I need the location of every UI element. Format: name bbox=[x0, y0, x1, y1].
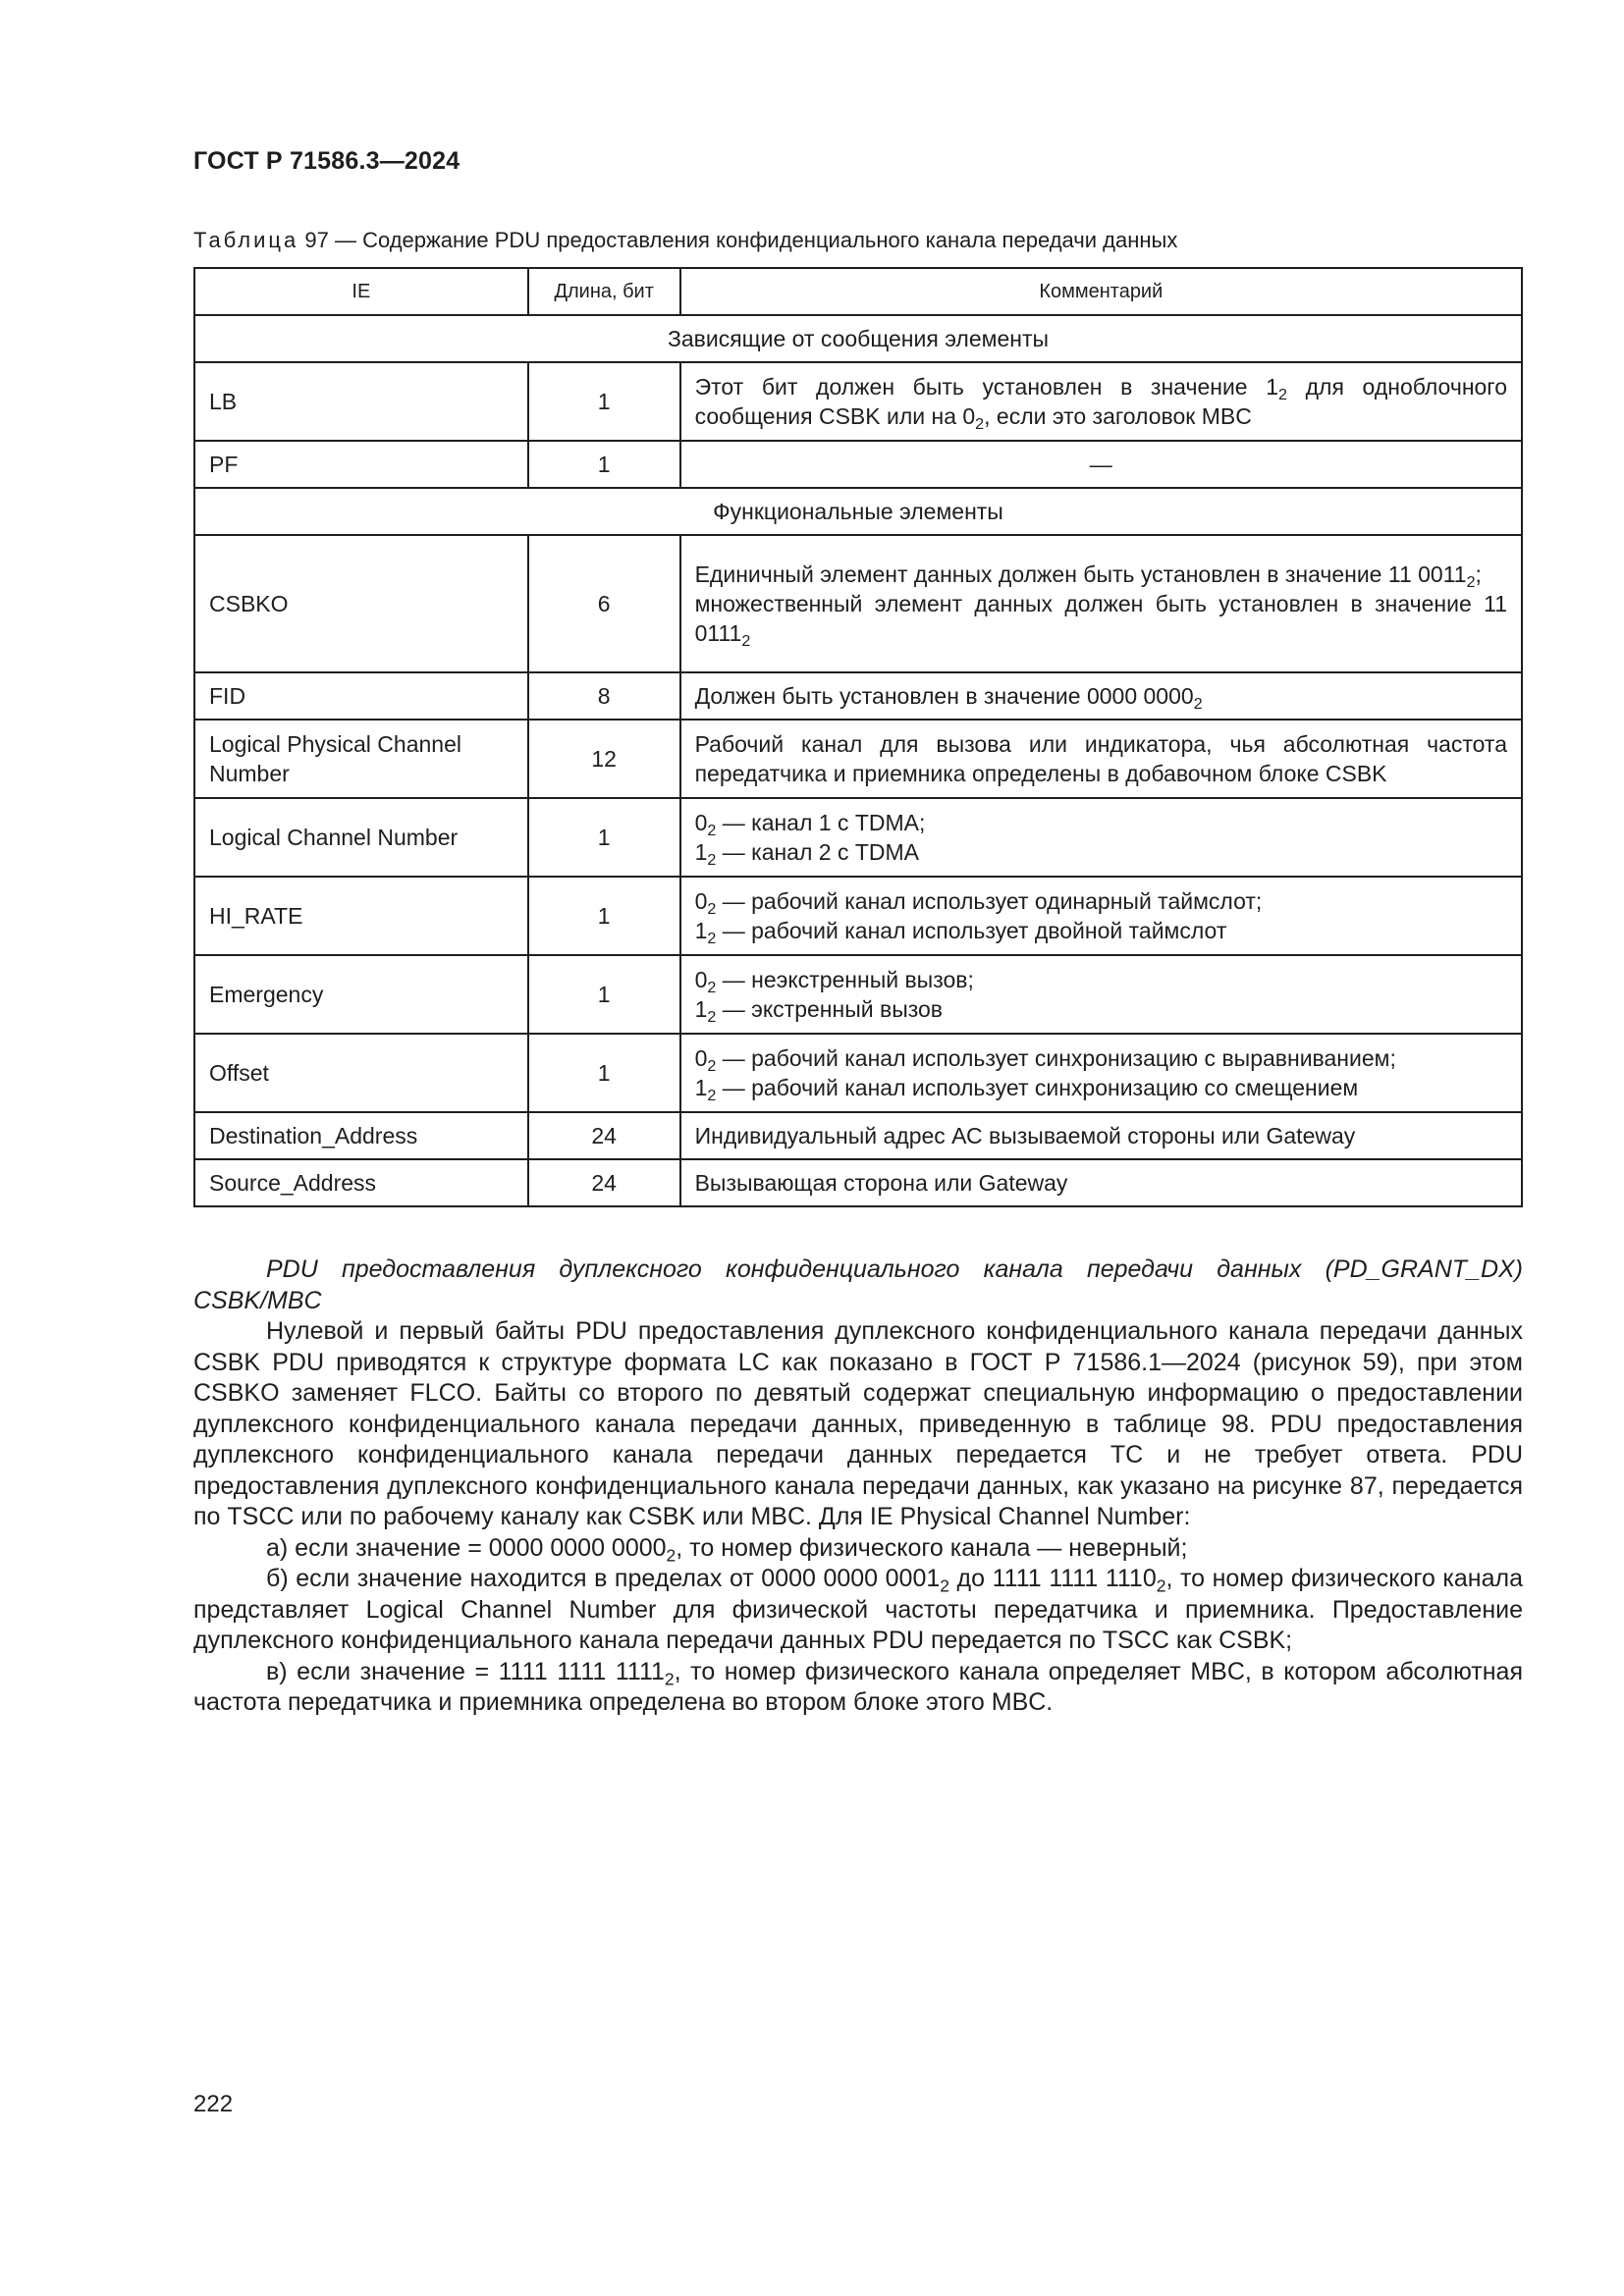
comment-text: — рабочий канал использует одинарный таймслот; bbox=[716, 888, 1263, 914]
cell-comment bbox=[680, 1034, 1522, 1112]
cell-comment bbox=[680, 362, 1522, 441]
subscript: 2 bbox=[940, 1575, 949, 1596]
subscript: 2 bbox=[707, 1087, 717, 1105]
comment-text: Этот бит должен быть установлен в значение 1 bbox=[694, 374, 1279, 400]
subscript: 2 bbox=[664, 1669, 675, 1689]
cell-ie: Emergency bbox=[194, 955, 528, 1034]
page-number: 222 bbox=[193, 2091, 234, 2117]
table-row bbox=[194, 877, 1522, 955]
paragraph-text: в) если значение = 1111 1111 1111 bbox=[266, 1657, 665, 1685]
comment-text: — рабочий канал использует синхронизацию со смещением bbox=[716, 1075, 1359, 1100]
table-row bbox=[194, 441, 1522, 488]
list-item-b bbox=[193, 1564, 1523, 1657]
paragraph-text: до 1111 1111 1110 bbox=[949, 1565, 1157, 1592]
table-row bbox=[194, 798, 1522, 877]
cell-ie: HI_RATE bbox=[194, 877, 528, 955]
column-header-ie: IE bbox=[194, 268, 528, 315]
cell-length: 24 bbox=[528, 1112, 680, 1159]
cell-length: 1 bbox=[528, 877, 680, 955]
comment-text: 1 bbox=[694, 839, 708, 865]
comment-line bbox=[694, 808, 1507, 840]
subscript: 2 bbox=[707, 1008, 717, 1027]
pdu-content-table bbox=[193, 267, 1523, 1207]
subscript: 2 bbox=[1466, 573, 1476, 592]
column-header-length: Длина, бит bbox=[528, 268, 680, 315]
cell-comment bbox=[680, 535, 1522, 672]
comment-text: 0 bbox=[694, 1045, 708, 1071]
column-header-comment: Комментарий bbox=[680, 268, 1522, 315]
subscript: 2 bbox=[707, 1057, 717, 1076]
cell-length: 1 bbox=[528, 955, 680, 1034]
table-caption-label: Таблица bbox=[193, 228, 299, 252]
cell-comment bbox=[680, 672, 1522, 720]
comment-text: 0 bbox=[694, 888, 708, 914]
subscript: 2 bbox=[707, 900, 717, 919]
comment-text: 1 bbox=[694, 918, 708, 943]
cell-length: 12 bbox=[528, 720, 680, 798]
cell-length: 1 bbox=[528, 1034, 680, 1112]
comment-text: Единичный элемент данных должен быть установлен в значение 11 0011 bbox=[694, 561, 1467, 587]
cell-ie: Destination_Address bbox=[194, 1112, 528, 1159]
table-header-row bbox=[194, 268, 1522, 315]
comment-line bbox=[694, 965, 1507, 997]
table-row bbox=[194, 535, 1522, 672]
comment-text: , если это заголовок MBC bbox=[984, 403, 1252, 429]
document-header: ГОСТ Р 71586.3—2024 bbox=[193, 147, 460, 175]
cell-length: 24 bbox=[528, 1159, 680, 1206]
cell-ie: CSBKO bbox=[194, 535, 528, 672]
comment-text: — неэкстренный вызов; bbox=[716, 967, 974, 992]
subscript: 2 bbox=[707, 822, 717, 840]
cell-length: 6 bbox=[528, 535, 680, 672]
table-row bbox=[194, 1112, 1522, 1159]
comment-line bbox=[694, 886, 1507, 919]
table-section-row bbox=[194, 315, 1522, 362]
cell-ie: Logical Physical Channel Number bbox=[194, 720, 528, 798]
comment-text: — рабочий канал использует двойной таймслот bbox=[716, 918, 1227, 943]
cell-length: 1 bbox=[528, 362, 680, 441]
list-item-v bbox=[193, 1657, 1523, 1719]
section-message-dependent: Зависящие от сообщения элементы bbox=[194, 315, 1522, 362]
subscript: 2 bbox=[707, 851, 717, 870]
subscript: 2 bbox=[707, 979, 717, 997]
section-heading: PDU предоставления дуплексного конфиденциального канала передачи данных (PD_GRANT_DX) CSBK/MBC bbox=[193, 1255, 1523, 1314]
paragraph-text: б) если значение находится в пределах от 0000 0000 0001 bbox=[266, 1565, 941, 1592]
comment-line bbox=[694, 916, 1507, 948]
subscript: 2 bbox=[1193, 695, 1203, 714]
subscript: 2 bbox=[975, 415, 985, 434]
comment-line bbox=[694, 1043, 1507, 1076]
comment-line bbox=[694, 837, 1507, 870]
comment-text: 0 bbox=[694, 810, 708, 835]
cell-ie: LB bbox=[194, 362, 528, 441]
comment-text: — экстренный вызов bbox=[716, 996, 944, 1022]
section-functional: Функциональные элементы bbox=[194, 488, 1522, 535]
comment-line bbox=[694, 994, 1507, 1027]
subscript: 2 bbox=[1156, 1575, 1166, 1596]
comment-text: для одноблочного сообщения CSBK или на 0 bbox=[694, 374, 1507, 429]
cell-comment: Индивидуальный адрес АС вызываемой стороны или Gateway bbox=[680, 1112, 1522, 1159]
subscript: 2 bbox=[741, 632, 751, 651]
cell-comment: Рабочий канал для вызова или индикатора, чья абсолютная частота передатчика и приемника определены в добавочном блоке CSBK bbox=[680, 720, 1522, 798]
cell-ie: Offset bbox=[194, 1034, 528, 1112]
table-section-row bbox=[194, 488, 1522, 535]
comment-text: Должен быть установлен в значение 0000 0000 bbox=[694, 683, 1194, 709]
cell-comment bbox=[680, 955, 1522, 1034]
table-row bbox=[194, 672, 1522, 720]
comment-text: — рабочий канал использует синхронизацию с выравниванием; bbox=[716, 1045, 1396, 1071]
cell-comment: Вызывающая сторона или Gateway bbox=[680, 1159, 1522, 1206]
cell-ie: Logical Channel Number bbox=[194, 798, 528, 877]
comment-text: — канал 2 с TDMA bbox=[716, 839, 920, 865]
cell-length: 8 bbox=[528, 672, 680, 720]
paragraph-text: , то номер физического канала представляет Logical Channel Number для физической частоты передатчика и приемника. Предоставление дуплексного конфиденциального канала передачи данных PDU передается по TSCC как CSBK; bbox=[193, 1565, 1523, 1654]
cell-comment bbox=[680, 798, 1522, 877]
comment-line bbox=[694, 1073, 1507, 1105]
cell-comment bbox=[680, 877, 1522, 955]
table-row bbox=[194, 1159, 1522, 1206]
cell-comment: — bbox=[680, 441, 1522, 488]
body-text bbox=[193, 1255, 1523, 1719]
table-row bbox=[194, 1034, 1522, 1112]
paragraph: Нулевой и первый байты PDU предоставления дуплексного конфиденциального канала передачи данных CSBK PDU приводятся к структуре формата LC как показано в ГОСТ Р 71586.1—2024 (рисунок 59), при этом CSBKO заменяет FLCO. Байты со второго по девятый содержат специальную информацию о предоставлении дуплексного конфиденциального канала передачи данных, приведенную в таблице 98. PDU предоставления дуплексного конфиденциального канала передачи данных передается TC и не требует ответа. PDU предоставления дуплексного конфиденциального канала передачи данных, как указано на рисунке 87, передается по TSCC или по рабочему каналу как CSBK или MBC. Для IE Physical Channel Number: bbox=[193, 1317, 1523, 1530]
table-caption-text: 97 — Содержание PDU предоставления конфиденциального канала передачи данных bbox=[298, 228, 1178, 252]
comment-text: — канал 1 с TDMA; bbox=[716, 810, 926, 835]
paragraph-text: а) если значение = 0000 0000 0000 bbox=[266, 1533, 667, 1562]
subscript: 2 bbox=[666, 1545, 677, 1566]
table-caption bbox=[193, 228, 1177, 253]
comment-text: 0 bbox=[694, 967, 708, 992]
paragraph-text: , то номер физического канала — неверный; bbox=[676, 1533, 1188, 1562]
table-row bbox=[194, 720, 1522, 798]
list-item-a bbox=[193, 1533, 1523, 1565]
comment-text: 1 bbox=[694, 1075, 708, 1100]
cell-ie: FID bbox=[194, 672, 528, 720]
cell-ie: Source_Address bbox=[194, 1159, 528, 1206]
comment-text: ; bbox=[1475, 561, 1482, 587]
table-row bbox=[194, 955, 1522, 1034]
cell-length: 1 bbox=[528, 441, 680, 488]
subscript: 2 bbox=[707, 930, 717, 948]
comment-text: 1 bbox=[694, 996, 708, 1022]
paragraph-text: , то номер физического канала определяет MBC, в котором абсолютная частота передатчика и приемника определена во втором блоке этого MBC. bbox=[193, 1657, 1523, 1716]
cell-length: 1 bbox=[528, 798, 680, 877]
subscript: 2 bbox=[1278, 386, 1287, 404]
table-row bbox=[194, 362, 1522, 441]
comment-text: множественный элемент данных должен быть установлен в значение 11 0111 bbox=[694, 591, 1507, 646]
cell-ie: PF bbox=[194, 441, 528, 488]
